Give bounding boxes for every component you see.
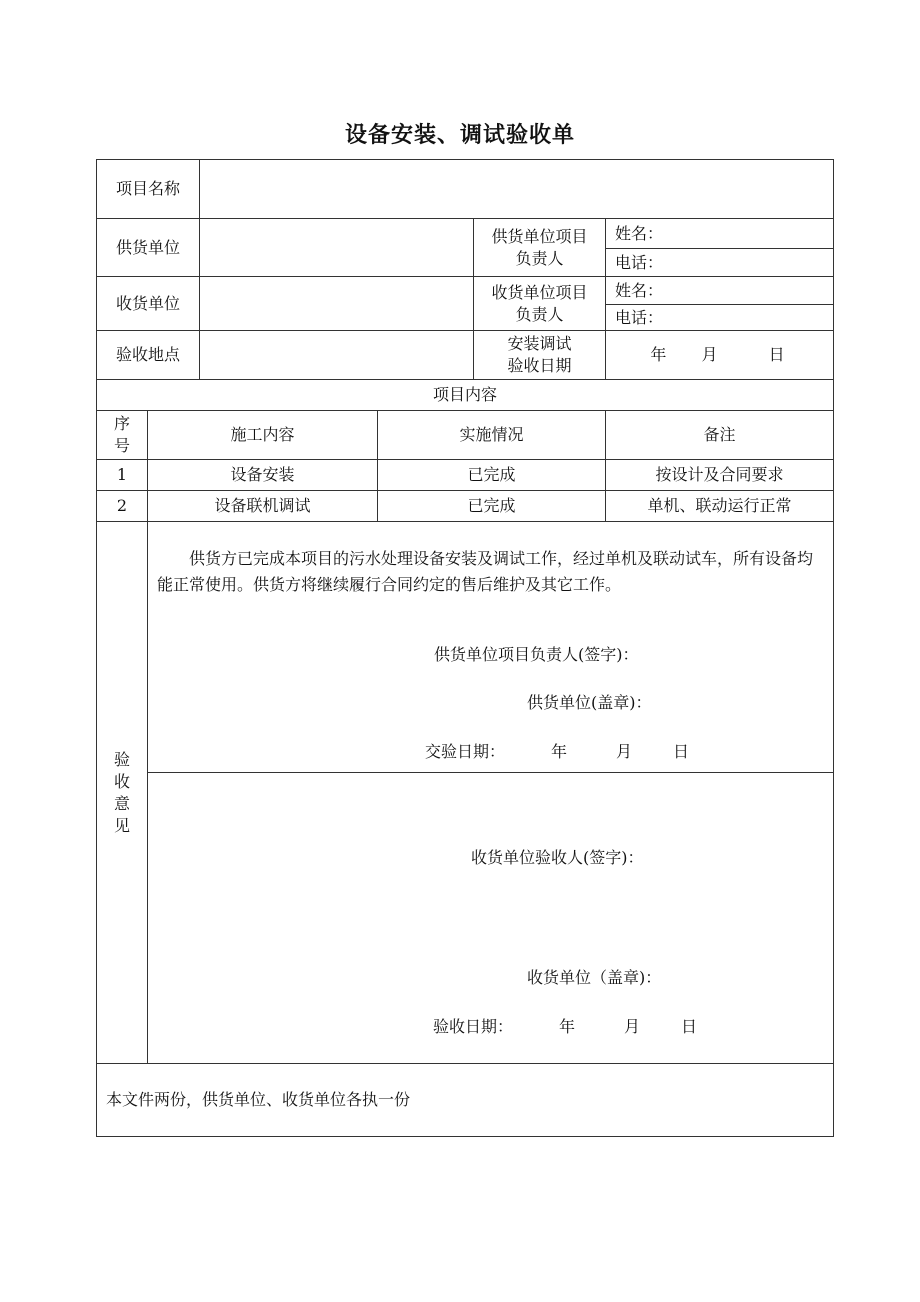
row-project-name: [97, 160, 834, 219]
value-supplier[interactable]: [200, 219, 474, 277]
value-project-name[interactable]: [200, 160, 834, 219]
footer-note: 本文件两份，供货单位、收货单位各执一份: [97, 1064, 834, 1137]
label-content-header: 项目内容: [97, 380, 834, 411]
row-seq: 2: [97, 491, 148, 522]
label-supplier-manager: 供货单位项目 负责人: [474, 219, 606, 277]
acceptance-form: [96, 159, 834, 1137]
table-row: [97, 460, 834, 491]
value-location[interactable]: [200, 331, 474, 380]
row-status: 已完成: [378, 460, 606, 491]
row-receiver-opinion: [97, 773, 834, 1064]
receiver-seal-label[interactable]: 收货单位（盖章)：: [527, 968, 662, 987]
supplier-manager-phone[interactable]: 电话：: [606, 249, 834, 277]
row-supplier: [97, 219, 834, 249]
document-title: 设备安装、调试验收单: [344, 122, 575, 148]
label-project-name: 项目名称: [97, 160, 200, 219]
label-receiver: 收货单位: [97, 277, 200, 331]
header-work: 施工内容: [148, 411, 378, 460]
row-note: 单机、联动运行正常: [606, 491, 834, 522]
value-install-date[interactable]: 年 月 日: [606, 331, 834, 380]
header-note: 备注: [606, 411, 834, 460]
row-supplier-opinion: [97, 522, 834, 773]
label-supplier: 供货单位: [97, 219, 200, 277]
label-location: 验收地点: [97, 331, 200, 380]
receiver-manager-name[interactable]: 姓名：: [606, 277, 834, 305]
row-location: [97, 331, 834, 380]
label-install-date: 安装调试 验收日期: [474, 331, 606, 380]
header-seq: 序 号: [97, 411, 148, 460]
supplier-manager-name[interactable]: 姓名：: [606, 219, 834, 249]
table-row: [97, 491, 834, 522]
row-footer: [97, 1064, 834, 1137]
header-status: 实施情况: [378, 411, 606, 460]
supplier-opinion-block: [148, 522, 834, 773]
opinion-paragraph: 供货方已完成本项目的污水处理设备安装及调试工作，经过单机及联动试车，所有设备均能正常使用。供货方将继续履行合同约定的售后维护及其它工作。: [157, 549, 814, 594]
label-receiver-manager: 收货单位项目 负责人: [474, 277, 606, 331]
receiver-opinion-block: [148, 773, 834, 1064]
row-receiver: [97, 277, 834, 305]
row-table-headers: [97, 411, 834, 460]
row-note: 按设计及合同要求: [606, 460, 834, 491]
row-status: 已完成: [378, 491, 606, 522]
supplier-seal-label[interactable]: 供货单位(盖章)：: [527, 693, 652, 712]
accept-date[interactable]: 验收日期： 年 月 日: [433, 1017, 698, 1036]
row-seq: 1: [97, 460, 148, 491]
row-work: 设备联机调试: [148, 491, 378, 522]
receiver-manager-phone[interactable]: 电话：: [606, 305, 834, 331]
handover-date[interactable]: 交验日期： 年 月 日: [425, 742, 690, 761]
row-work: 设备安装: [148, 460, 378, 491]
row-content-header: [97, 380, 834, 411]
label-opinion: 验 收 意 见: [97, 522, 148, 1064]
value-receiver[interactable]: [200, 277, 474, 331]
receiver-sign-label[interactable]: 收货单位验收人(签字)：: [471, 848, 644, 867]
supplier-sign-label[interactable]: 供货单位项目负责人(签字)：: [434, 645, 639, 664]
